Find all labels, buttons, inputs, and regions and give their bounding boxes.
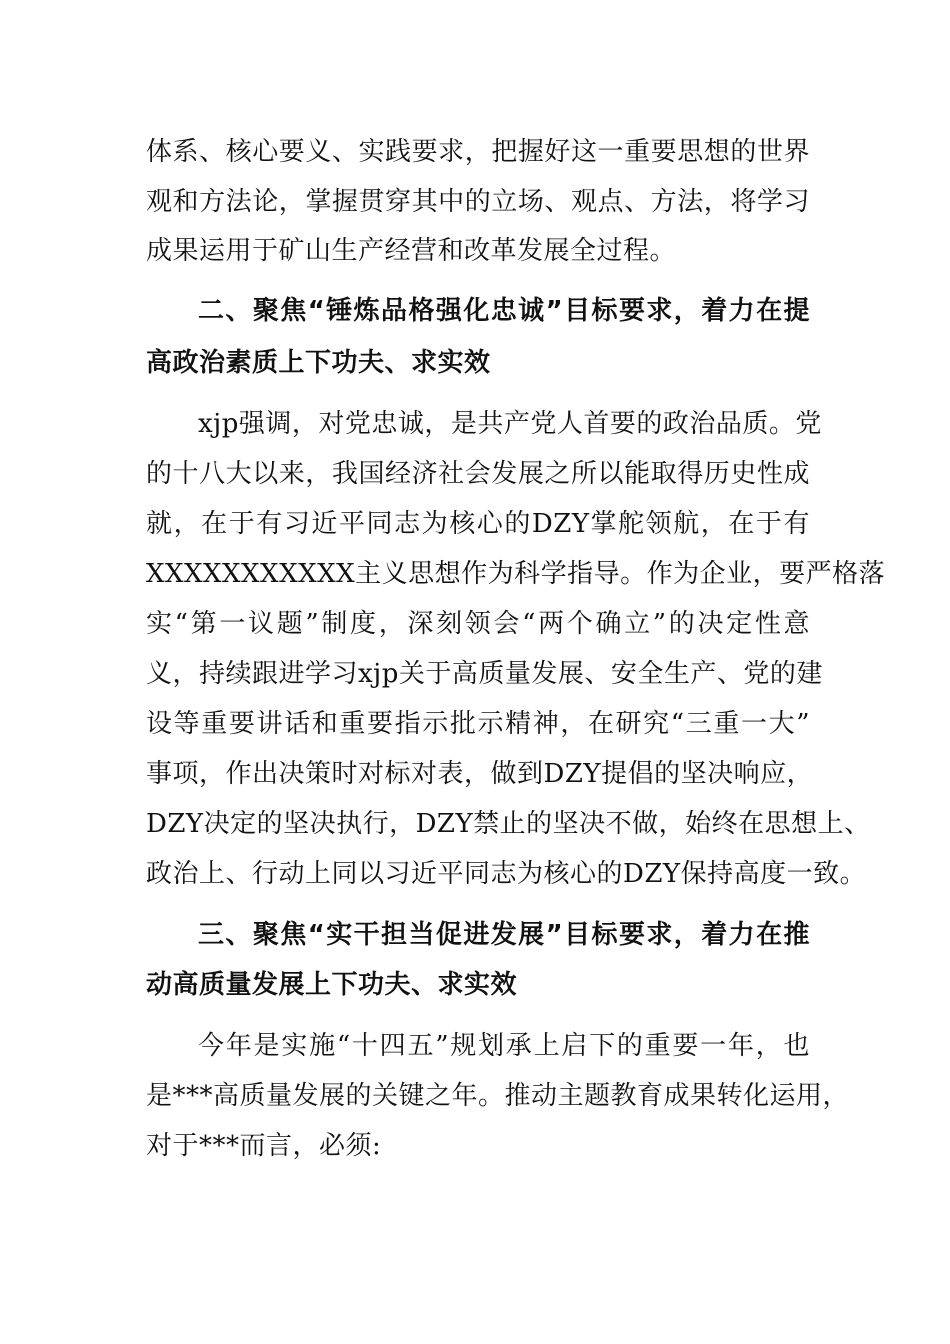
- paragraph-2-line-4: XXXXXXXXXXX主义思想作为科学指导。作为企业，要严格落: [146, 559, 886, 589]
- paragraph-2-line-6: 义，持续跟进学习xjp关于高质量发展、安全生产、党的建: [146, 659, 823, 689]
- paragraph-2-line-7: 设等重要讲话和重要指示批示精神，在研究“三重一大”: [146, 709, 810, 739]
- paragraph-2-line-3: 就，在于有习近平同志为核心的DZY掌舵领航，在于有: [146, 509, 810, 539]
- heading-3-line-2: 动高质量发展上下功夫、求实效: [146, 970, 518, 1000]
- heading-3-line-1: 三、聚焦“实干担当促进发展”目标要求，着力在推: [198, 920, 810, 950]
- paragraph-1-line-1: 体系、核心要义、实践要求，把握好这一重要思想的世界: [146, 137, 810, 167]
- heading-2-line-2: 高政治素质上下功夫、求实效: [146, 348, 491, 378]
- heading-2-line-1: 二、聚焦“锤炼品格强化忠诚”目标要求，着力在提: [198, 296, 810, 326]
- paragraph-2-line-2: 的十八大以来，我国经济社会发展之所以能取得历史性成: [146, 459, 810, 489]
- paragraph-2-line-5: 实“第一议题”制度，深刻领会“两个确立”的决定性意: [146, 609, 810, 639]
- paragraph-3-line-2: 是***高质量发展的关键之年。推动主题教育成果转化运用，: [146, 1081, 850, 1111]
- paragraph-3-line-1: 今年是实施“十四五”规划承上启下的重要一年，也: [198, 1031, 810, 1061]
- paragraph-2-line-1: xjp强调，对党忠诚，是共产党人首要的政治品质。党: [198, 409, 822, 439]
- paragraph-2-line-9: DZY决定的坚决执行，DZY禁止的坚决不做，始终在思想上、: [146, 809, 871, 839]
- paragraph-1-line-3: 成果运用于矿山生产经营和改革发展全过程。: [146, 236, 677, 266]
- paragraph-2-line-8: 事项，作出决策时对标对表，做到DZY提倡的坚决响应，: [146, 759, 814, 789]
- paragraph-3-line-3: 对于***而言，必须:: [146, 1131, 382, 1161]
- paragraph-2-line-10: 政治上、行动上同以习近平同志为核心的DZY保持高度一致。: [146, 859, 867, 889]
- paragraph-1-line-2: 观和方法论，掌握贯穿其中的立场、观点、方法，将学习: [146, 187, 810, 217]
